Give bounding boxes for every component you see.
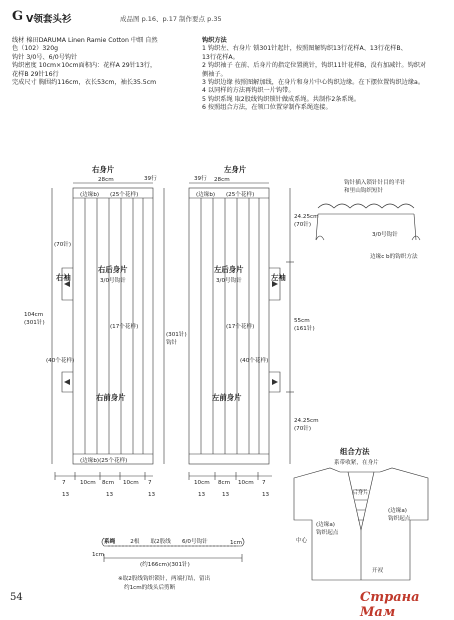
right-panel-hook: 3/0号钩针 [100,278,126,284]
dim-right-row-1: 13 [222,492,230,498]
method-title: 钩织方法 [202,37,227,44]
materials-line: 完成尺寸 胸围约116cm，衣长53cm，袖长35.5cm [12,79,157,87]
left-panel-size3: 24.25cm (70针) [294,418,319,432]
method-step: 3 钩织边缘 按照图解加线，在身片和身片中心钩织边缘。在下摆位置钩织边缘a。 [202,79,425,87]
materials-line: 钩织密度 10cm×10cm面积内：花样A 29针13行， [12,62,157,70]
dim-right-3: 7 [262,480,266,486]
materials-line: 钩针 3/0号、6/0号钩针 [12,53,78,61]
edge-note-line: 和里山钩织短针 [344,188,384,194]
right-panel-rows: 39行 [144,176,157,182]
right-panel-right-size: (301针)钩针 [166,332,187,346]
assembly-border: (边缘a) [316,522,335,528]
tie-hook: 6/0号钩针 [181,539,208,545]
materials-line: 花样B 29针16行 [12,70,59,78]
edge-note-caption: 边缘c b的钩织方法 [370,254,418,260]
page-number: 54 [10,592,23,603]
assembly-border2-sub: 钩织起点 [388,516,411,522]
dim-left-1: 10cm [80,480,96,486]
left-panel-motif-top: (25个花样) [226,192,255,198]
assembly-border2: (边缘a) [388,508,407,514]
pattern-title: V领套头衫 [26,14,72,25]
left-panel-hook: 3/0号钩针 [216,278,242,284]
tie-length-left: 1cm [92,552,105,558]
right-panel-count17: (17个花样) [110,324,139,330]
dim-left-2: 8cm [102,480,115,486]
assembly-sub: 系带收紧，在身片 [334,460,379,466]
dim-left-0: 7 [62,480,66,486]
method-step: 5 钩织系绳 取2股线钩织锁针做成系绳。共制作2条系绳。 [202,95,361,103]
edge-note-line: 钩针插入锁针针目的半针 [344,180,406,186]
method-step: 侧袖子。 [202,70,227,78]
dim-right-row-2: 13 [262,492,270,498]
assembly-open: 开衩 [372,568,384,574]
tie-title: 系绳 [104,539,116,545]
tie-note-2: 约1cm的线头后剪断 [124,585,176,591]
left-panel-size2: 55cm (161针) [294,318,315,332]
right-panel-bottom: (边缘b)(25个花样) [80,458,128,464]
dim-left-3: 10cm [123,480,139,486]
dim-right-row-0: 13 [198,492,206,498]
left-panel-border-top: (边缘b) [196,192,216,198]
right-panel-count40: (40个花样) [46,358,75,364]
dim-left-row-0: 13 [62,492,70,498]
tie-note-1: ※取2股线钩织锁针，两端打结，留出 [118,576,211,582]
right-panel-title: 右身片 [92,165,115,174]
tie-count: 2根 [130,539,140,545]
left-panel-rows: 39行 [194,176,207,182]
assembly-center: 中心 [296,538,308,544]
materials-line: 线材 棉田DARUMA Linen Ramie Cotton 中细 自然 [12,37,158,44]
method-step: 4 以同样的方法再钩织一片钩带。 [202,87,295,95]
method-step: 1 钩织左、右身片 锁301针起针，按照图解钩织13行花样A、13行花样B、 [202,45,407,53]
right-panel-width: 28cm [98,177,114,183]
assembly-title: 组合方法 [340,447,370,456]
dim-left-row-1: 13 [106,492,114,498]
left-sleeve-label: 左袖 [271,273,286,282]
dim-right-2: 10cm [238,480,254,486]
left-front-label: 左前身片 [212,393,242,402]
method-step: 6 按照组合方法，在领口位置穿制作系绳连接。 [202,104,332,112]
method-step: 13行花样A。 [202,53,239,61]
assembly-border-sub: 钩织起点 [316,530,339,536]
pattern-letter: G [12,9,24,24]
tie-length-right: 1cm [230,540,243,546]
right-back-label: 右后身片 [98,265,128,274]
right-panel-motif-top: (25个花样) [110,192,139,198]
dim-left-4: 7 [148,480,152,486]
edge-note-hook: 3/0号钩针 [372,232,398,238]
materials-line: 色（102）320g [12,45,59,53]
dim-right-0: 10cm [194,480,210,486]
tie-spec: 取2股线 [150,539,171,545]
edge-note [344,178,406,194]
left-back-label: 左后身片 [214,265,244,274]
dim-left-row-2: 13 [148,492,156,498]
right-panel-border-top: (边缘b) [80,192,100,198]
watermark: Страна Мам [360,590,420,620]
left-panel-title: 左身片 [224,165,247,174]
tie-total: (约166cm)(301针) [140,562,190,568]
left-panel-size1: 24.25cm (70针) [294,214,319,228]
left-panel-count17: (17个花样) [226,324,255,330]
right-front-label: 右前身片 [96,393,126,402]
assembly-back: 后身片 [352,490,369,496]
tie-header [104,528,208,547]
left-panel-count40: (40个花样) [240,358,269,364]
right-sleeve-label: 右袖 [56,273,71,282]
pattern-reference: 成品图 p.16、p.17 制作要点 p.35 [120,15,222,23]
dim-right-1: 8cm [218,480,231,486]
method-step: 2 钩织袖子 在前、后身片的指定位置挑针，钩织11针花样B，没有加减针。钩织对 [202,62,427,70]
left-panel-width: 28cm [214,177,230,183]
right-panel-side: (70针) [54,242,72,248]
right-panel-size: 104cm (301针) [24,312,45,326]
